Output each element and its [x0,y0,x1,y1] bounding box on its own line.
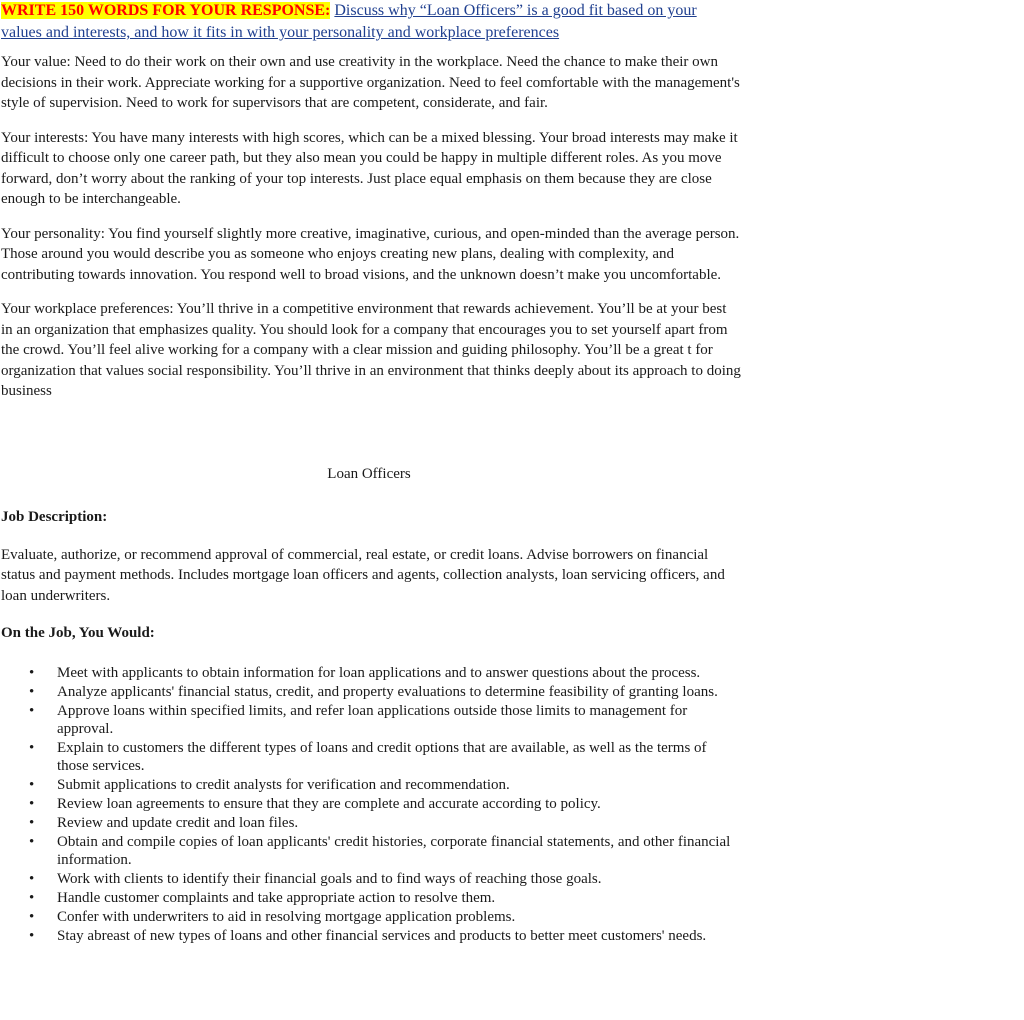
list-item: • Confer with underwriters to aid in resolving mortgage application problems. [1,908,741,926]
list-item: • Approve loans within specified limits, and refer loan applications outside those limits to management for approval. [1,702,741,738]
list-item: • Obtain and compile copies of loan applicants' credit histories, corporate financial statements, and other financial information. [1,833,741,869]
career-title: Loan Officers [327,465,411,482]
job-description-heading: Job Description: [1,509,108,525]
workplace-paragraph: Your workplace preferences: You’ll thrive in a competitive environment that rewards achievement. You’ll be at your best in an organization that emphasizes quality. You should look for a company that encourages you to set yourself apart from the crowd. You’ll feel alive working for a company with a clear mission and guiding philosophy. You’ll be a great t for organization that values social responsibility. You’ll thrive in an environment that thinks deeply about its approach to doing business [1,301,741,399]
prompt-heading [1,0,741,44]
list-item: • Review loan agreements to ensure that they are complete and accurate according to policy. [1,795,741,813]
list-item: • Handle customer complaints and take appropriate action to resolve them. [1,889,741,907]
list-item: • Stay abreast of new types of loans and other financial services and products to better meet customers' needs. [1,927,741,945]
interests-paragraph: Your interests: You have many interests with high scores, which can be a mixed blessing. Your broad interests may make it difficult to choose only one career path, but they also mean you could be happy in multiple different roles. As you move forward, don’t worry about the ranking of your top interests. Just place equal emphasis on them because they are close enough to be interchangeable. [1,129,738,207]
prompt-question-link[interactable]: Discuss why “Loan Officers” is a good fit based on your values and interests, and how it fits in with your personality and workplace preferences [1,2,697,41]
list-item: • Review and update credit and loan files. [1,814,741,832]
list-item: • Submit applications to credit analysts for verification and recommendation. [1,776,741,794]
values-paragraph: Your value: Need to do their work on their own and use creativity in the workplace. Need the chance to make their own decisions in their work. Appreciate working for a supportive organization. Need to feel comfortable with the management's style of supervision. Need to work for supervisors that are competent, considerate, and fair. [1,54,740,111]
on-the-job-heading: On the Job, You Would: [1,625,155,641]
job-description-text: Evaluate, authorize, or recommend approval of commercial, real estate, or credit loans. Advise borrowers on financial status and payment methods. Includes mortgage loan officers and agents, collection analysts, loan servicing officers, and loan underwriters. [1,546,725,604]
task-list [1,664,741,945]
list-item: • Work with clients to identify their financial goals and to find ways of reaching those goals. [1,870,741,888]
word-count-instruction: WRITE 150 WORDS FOR YOUR RESPONSE: [1,2,331,19]
list-item: • Explain to customers the different types of loans and credit options that are available, as well as the terms of those services. [1,739,741,775]
list-item: • Analyze applicants' financial status, credit, and property evaluations to determine feasibility of granting loans. [1,683,741,701]
personality-paragraph: Your personality: You find yourself slightly more creative, imaginative, curious, and open-minded than the average person. Those around you would describe you as someone who enjoys creating new plans, dealing with complexity, and contributing towards innovation. You respond well to broad visions, and the unknown doesn’t make you uncomfortable. [1,225,740,283]
list-item: • Meet with applicants to obtain information for loan applications and to answer questions about the process. [1,664,741,682]
